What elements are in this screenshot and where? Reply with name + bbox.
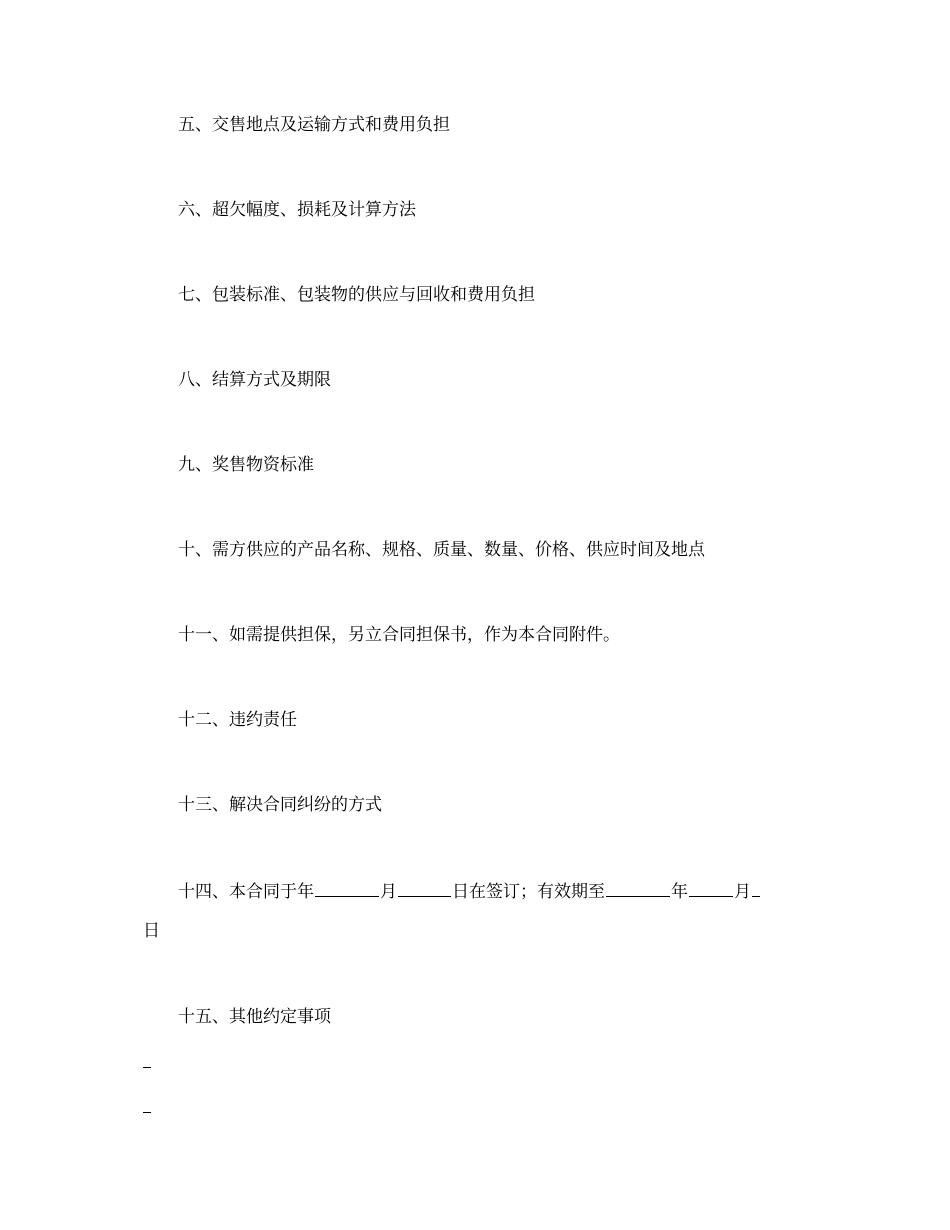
fill-in-line [143, 1067, 151, 1068]
clause-13: 十三、解决合同纠纷的方式 [178, 795, 382, 815]
clause-14-continuation: 日 [143, 921, 160, 941]
signing-year-blank [315, 879, 379, 897]
clause-10: 十、需方供应的产品名称、规格、质量、数量、价格、供应时间及地点 [178, 540, 705, 560]
clause-12: 十二、违约责任 [178, 710, 297, 730]
clause-14-month-label: 月 [380, 882, 397, 902]
clause-14-start: 十四、本合同于年 [178, 882, 314, 902]
clause-14-year-label: 年 [671, 882, 688, 902]
expiry-month-blank [689, 879, 733, 897]
clause-5: 五、交售地点及运输方式和费用负担 [178, 115, 450, 135]
signing-month-blank [398, 879, 451, 897]
clause-9: 九、奖售物资标准 [178, 455, 314, 475]
clause-8: 八、结算方式及期限 [178, 370, 331, 390]
clause-14-validity-label: 日在签订；有效期至 [452, 882, 605, 902]
clause-6: 六、超欠幅度、损耗及计算方法 [178, 200, 416, 220]
fill-in-line [143, 1112, 151, 1113]
clause-14 [178, 879, 761, 903]
expiry-year-blank [606, 879, 670, 897]
clause-11: 十一、如需提供担保，另立合同担保书，作为本合同附件。 [178, 625, 620, 645]
clause-15: 十五、其他约定事项 [178, 1007, 331, 1027]
expiry-day-blank [752, 879, 760, 897]
clause-14-month-label-2: 月 [734, 882, 751, 902]
clause-7: 七、包装标准、包装物的供应与回收和费用负担 [178, 285, 535, 305]
